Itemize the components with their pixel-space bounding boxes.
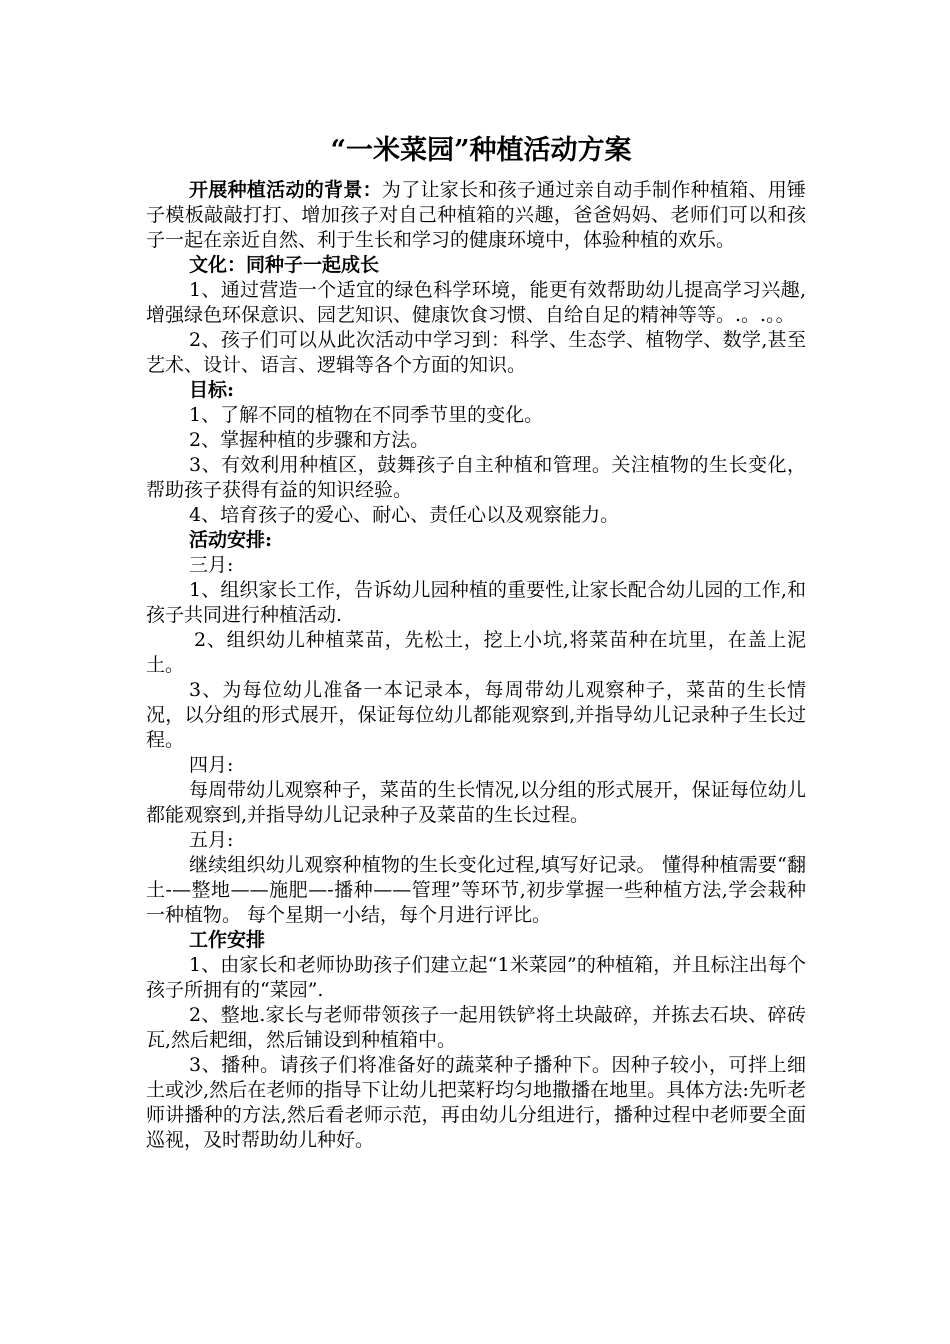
background-paragraph	[146, 178, 806, 253]
march-item: 2、组织幼儿种植菜苗，先松土，挖上小坑,将菜苗种在坑里，在盖上泥土。	[146, 629, 806, 676]
goal-item: 1、了解不同的植物在不同季节里的变化。	[189, 404, 544, 426]
document-page	[146, 128, 806, 1153]
background-text: 为了让家长和孩子通过亲自动手制作种植箱、用锤子模板敲敲打打、增加孩子对自己种植箱的兴趣，爸爸妈妈、老师们可以和孩子一起在亲近自然、利于生长和学习的健康环境中，体验种植的欢乐。	[146, 179, 806, 251]
goal-item: 4、培育孩子的爱心、耐心、责任心以及观察能力。	[189, 504, 620, 526]
work-item: 3、播种。请孩子们将准备好的蔬菜种子播种下。因种子较小，可拌上细土或沙,然后在老师的指导下让幼儿把菜籽均匀地撒播在地里。具体方法:先听老师讲播种的方法,然后看老师示范，再由幼儿分组进行，播种过程中老师要全面巡视，及时帮助幼儿种好。	[146, 1054, 806, 1151]
goal-item: 2、掌握种植的步骤和方法。	[189, 429, 430, 451]
schedule-heading: 活动安排:	[189, 529, 273, 551]
culture-item: 1、通过营造一个适宜的绿色科学环境，能更有效帮助幼儿提高学习兴趣,增强绿色环保意识、园艺知识、健康饮食习惯、自给自足的精神等等。.。.。。	[146, 279, 806, 326]
march-item: 1、组织家长工作，告诉幼儿园种植的重要性,让家长配合幼儿园的工作,和孩子共同进行种植活动.	[146, 579, 806, 626]
work-item: 1、由家长和老师协助孩子们建立起“1米菜园”的种植箱，并且标注出每个孩子所拥有的“菜园”.	[146, 954, 806, 1001]
april-text: 每周带幼儿观察种子，菜苗的生长情况,以分组的形式展开，保证每位幼儿都能观察到,并指导幼儿记录种子及菜苗的生长过程。	[146, 779, 806, 826]
may-text: 继续组织幼儿观察种植物的生长变化过程,填写好记录。 懂得种植需要“翻土-—整地——施肥—-播种——管理”等环节,初步掌握一些种植方法,学会栽种一种植物。 每个星期一小结，每个月进行评比。	[146, 854, 806, 926]
background-label: 开展种植活动的背景：	[189, 179, 382, 201]
goals-heading: 目标:	[189, 379, 235, 401]
work-item: 2、整地.家长与老师带领孩子一起用铁铲将土块敲碎，并拣去石块、碎砖瓦,然后耙细，然后铺设到种植箱中。	[146, 1004, 806, 1051]
document-title: “一米菜园”种植活动方案	[330, 135, 632, 166]
april-label: 四月:	[189, 754, 234, 776]
culture-heading: 文化：同种子一起成长	[189, 254, 380, 276]
goal-item: 3、有效利用种植区，鼓舞孩子自主种植和管理。关注植物的生长变化，帮助孩子获得有益的知识经验。	[146, 454, 806, 501]
may-label: 五月:	[189, 829, 234, 851]
march-label: 三月:	[189, 554, 234, 576]
march-item: 3、为每位幼儿准备一本记录本，每周带幼儿观察种子，菜苗的生长情况，以分组的形式展开，保证每位幼儿都能观察到,并指导幼儿记录种子生长过程。	[146, 679, 806, 751]
work-heading: 工作安排	[189, 929, 266, 951]
culture-item: 2、孩子们可以从此次活动中学习到：科学、生态学、植物学、数学,甚至艺术、设计、语言、逻辑等各个方面的知识。	[146, 329, 806, 376]
